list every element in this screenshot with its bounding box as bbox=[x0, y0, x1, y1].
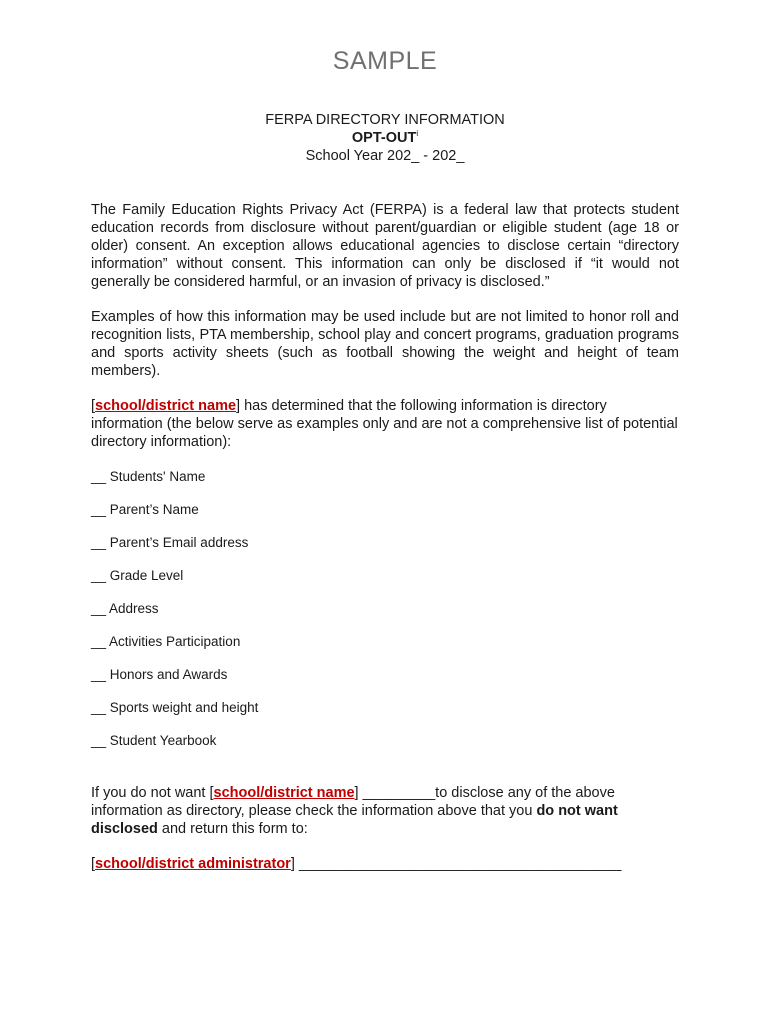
do-not-want-emphasis: do not want bbox=[536, 803, 618, 819]
list-item-students-name: __ Students' Name bbox=[91, 469, 206, 484]
disclosed-emphasis: disclosed bbox=[91, 821, 158, 837]
opt-out-instructions-paragraph bbox=[91, 784, 679, 838]
list-item-grade-level: __ Grade Level bbox=[91, 568, 184, 583]
footnote-mark: i bbox=[416, 129, 419, 139]
return-to-line bbox=[91, 855, 679, 873]
ferpa-intro-paragraph: The Family Education Rights Privacy Act (FERPA) is a federal law that protects student education records from disclosure without parent/guardian or eligible student (age 18 or older) consent. An exception allows educational agencies to disclose certain “directory information” without consent. This information can only be disclosed if “it would not generally be considered harmful, or an invasion of privacy is disclosed.” bbox=[91, 202, 679, 290]
list-item-address: __ Address bbox=[91, 601, 159, 616]
list-item-activities: __ Activities Participation bbox=[91, 634, 241, 649]
instructions-text-start: If you do not want [ bbox=[91, 785, 214, 801]
opt-out-label: OPT-OUT bbox=[351, 130, 417, 146]
bracket-open-2: [ bbox=[91, 856, 96, 872]
directory-info-paragraph bbox=[91, 397, 679, 451]
sample-watermark: SAMPLE bbox=[332, 47, 438, 75]
list-item-parents-email: __ Parent’s Email address bbox=[91, 535, 249, 550]
directory-info-text: ] has determined that the following information is directory information (the below serve as examples only and are not a comprehensive list of potential directory information): bbox=[91, 398, 678, 450]
list-item-parents-name: __ Parent’s Name bbox=[91, 502, 199, 517]
instructions-text-mid: ] _________to disclose any of the above information as directory, please check the information above that you bbox=[91, 785, 615, 819]
examples-paragraph: Examples of how this information may be used include but are not limited to honor roll and recognition lists, PTA membership, school play and concert programs, graduation programs and sports activity sheets (such as football showing the weight and height of team members). bbox=[91, 309, 679, 379]
list-item-yearbook: __ Student Yearbook bbox=[91, 733, 217, 748]
instructions-text-end: and return this form to: bbox=[157, 821, 308, 837]
school-district-name-placeholder-2: school/district name bbox=[213, 785, 355, 801]
document-header bbox=[0, 111, 770, 165]
administrator-signature-line: ] ________________________________________ bbox=[290, 856, 622, 872]
bracket-open: [ bbox=[91, 398, 96, 414]
list-item-sports: __ Sports weight and height bbox=[91, 700, 259, 715]
school-district-administrator-placeholder: school/district administrator bbox=[95, 856, 291, 872]
header-title: FERPA DIRECTORY INFORMATION bbox=[265, 112, 505, 128]
school-district-name-placeholder: school/district name bbox=[95, 398, 237, 414]
directory-items-list bbox=[91, 468, 258, 765]
header-school-year: School Year 202_ - 202_ bbox=[305, 148, 465, 164]
header-opt-out bbox=[0, 129, 770, 147]
list-item-honors: __ Honors and Awards bbox=[91, 667, 228, 682]
